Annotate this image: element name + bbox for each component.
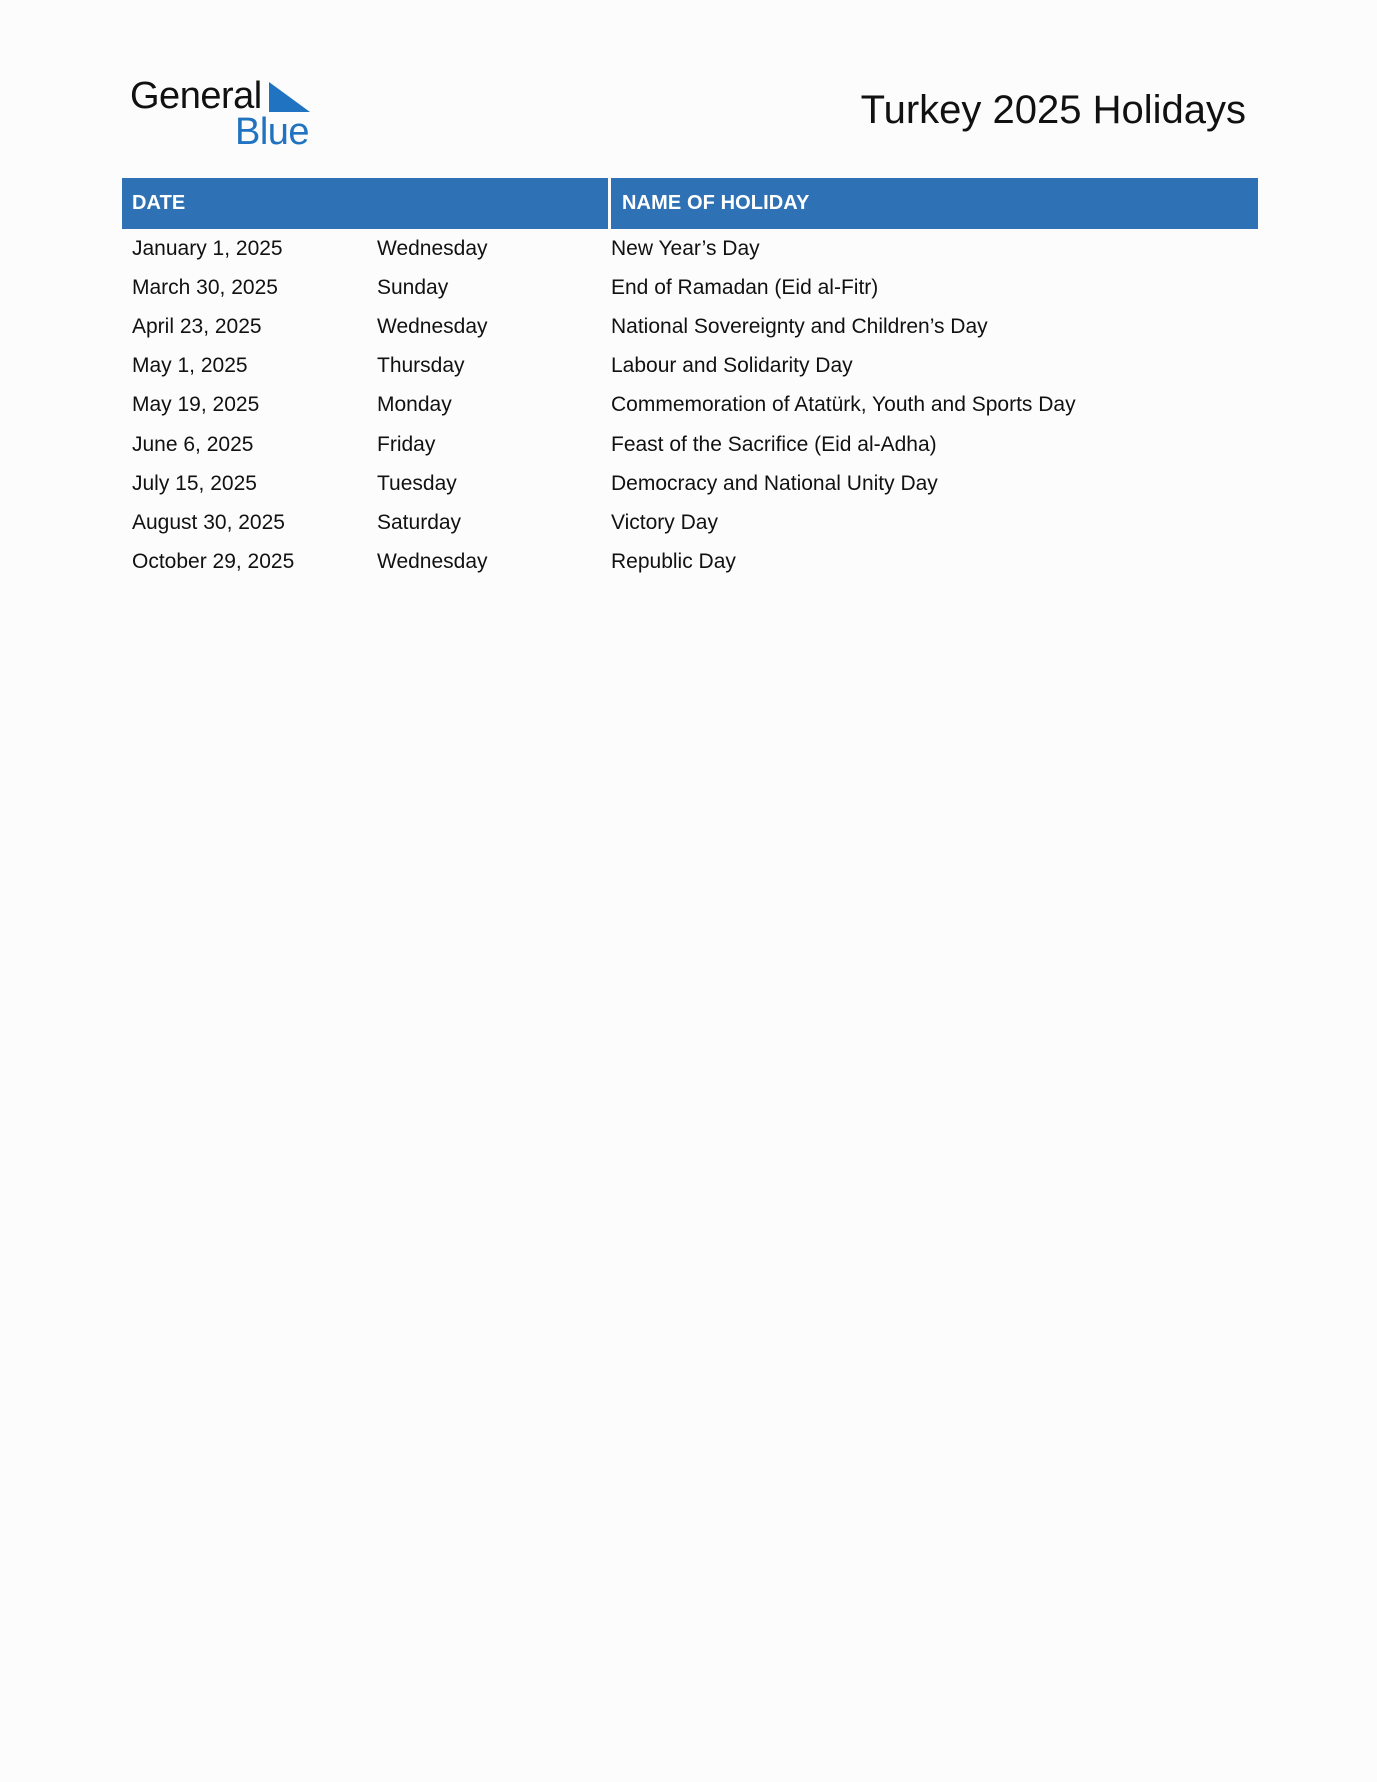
table-row — [122, 543, 1258, 582]
holidays-table — [122, 178, 1258, 582]
column-header-holiday-name: NAME OF HOLIDAY — [611, 178, 1258, 229]
holiday-weekday: Tuesday — [377, 471, 457, 495]
holiday-name: Feast of the Sacrifice (Eid al-Adha) — [611, 432, 937, 456]
holiday-date: May 19, 2025 — [132, 393, 260, 417]
logo-triangle-icon — [269, 82, 311, 112]
table-row — [122, 347, 1258, 386]
holiday-weekday: Wednesday — [377, 314, 488, 338]
holiday-name: New Year’s Day — [611, 236, 760, 260]
holiday-name: National Sovereignty and Children’s Day — [611, 314, 988, 338]
holiday-date: June 6, 2025 — [132, 432, 254, 456]
table-row — [122, 386, 1258, 425]
table-header — [122, 178, 1258, 229]
holiday-date: July 15, 2025 — [132, 471, 257, 495]
holiday-name: Labour and Solidarity Day — [611, 354, 853, 378]
holiday-name: End of Ramadan (Eid al-Fitr) — [611, 275, 879, 299]
column-header-date: DATE — [122, 178, 608, 229]
table-row — [122, 503, 1258, 542]
logo-word-general: General — [130, 75, 262, 117]
holiday-weekday: Monday — [377, 393, 452, 417]
logo-word-blue: Blue — [235, 111, 310, 153]
table-row — [122, 268, 1258, 307]
holiday-date: April 23, 2025 — [132, 314, 262, 338]
holiday-date: May 1, 2025 — [132, 354, 248, 378]
holiday-date: March 30, 2025 — [132, 275, 278, 299]
holiday-date: October 29, 2025 — [132, 550, 295, 574]
holiday-weekday: Thursday — [377, 354, 465, 378]
table-row — [122, 464, 1258, 503]
table-row — [122, 229, 1258, 268]
holiday-weekday: Wednesday — [377, 236, 488, 260]
table-row — [122, 307, 1258, 346]
holiday-date: August 30, 2025 — [132, 510, 285, 534]
table-row — [122, 425, 1258, 464]
holiday-weekday: Friday — [377, 432, 436, 456]
holiday-weekday: Saturday — [377, 510, 462, 534]
holiday-weekday: Sunday — [377, 275, 449, 299]
table-body — [122, 229, 1258, 582]
holiday-name: Democracy and National Unity Day — [611, 471, 938, 495]
holiday-name: Republic Day — [611, 550, 736, 574]
holiday-name: Victory Day — [611, 510, 718, 534]
holiday-date: January 1, 2025 — [132, 236, 283, 260]
holiday-name: Commemoration of Atatürk, Youth and Sports Day — [611, 393, 1076, 417]
holiday-weekday: Wednesday — [377, 550, 488, 574]
page-title: Turkey 2025 Holidays — [860, 88, 1246, 132]
generalblue-logo — [130, 74, 320, 154]
